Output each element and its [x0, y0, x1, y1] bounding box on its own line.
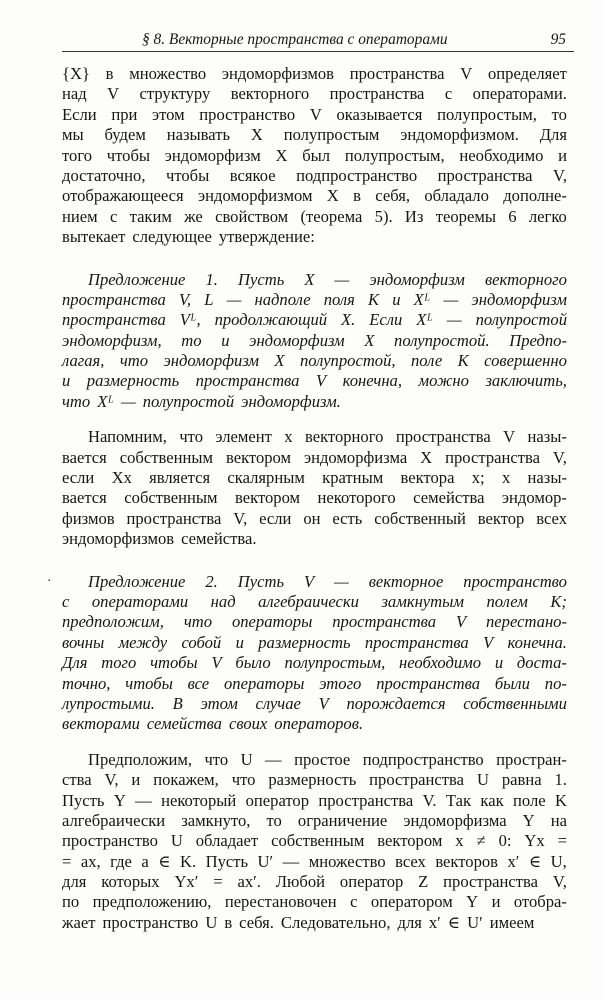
text-line: Пусть Y — некоторый оператор пространства V. Так как поле K: [62, 790, 567, 810]
text-line: Предложение 1. Пусть X — эндоморфизм векторного: [88, 269, 567, 289]
text-line: ства V, и покажем, что размерность пространства U равна 1.: [62, 770, 567, 790]
page-number: 95: [550, 31, 566, 48]
text-paragraph: [62, 750, 567, 934]
chapter-title: § 8. Векторные пространства с операторами: [142, 31, 448, 48]
page-body: [47, 64, 567, 933]
text-line: с операторами над алгебраически замкнутым полем K;: [62, 591, 567, 611]
text-paragraph: [62, 64, 567, 248]
text-line: пространство U обладает собственным вектором x ≠ 0: Yx =: [62, 831, 567, 851]
text-line: эндоморфизм, то и эндоморфизм X полупростой. Предпо-: [62, 330, 567, 350]
text-line: над V структуру векторного пространства с операторами.: [62, 84, 567, 104]
text-line: жает пространство U в себя. Следовательно, для x′ ∈ U′ имеем: [62, 912, 535, 932]
proposition-paragraph: [47, 571, 567, 735]
text-line: вытекает следующее утверждение:: [62, 227, 315, 247]
text-line: нием с таким же свойством (теорема 5). Из теоремы 6 легко: [62, 206, 567, 226]
text-line: эндоморфизмов семейства.: [62, 529, 257, 549]
text-line: = ax, где a ∈ K. Пусть U′ — множество всех векторов x′ ∈ U,: [62, 851, 567, 871]
text-line: вочны между собой и размерность пространства V конечна.: [62, 632, 567, 652]
text-line: лагая, что эндоморфизм X полупростой, поле K совершенно: [62, 351, 567, 371]
text-line: Предложение 2. Пусть V — векторное пространство: [88, 571, 567, 591]
text-line: вается собственным вектором некоторого семейства эндомор-: [62, 488, 567, 508]
text-line: Для того чтобы V было полупростым, необходимо и доста-: [62, 653, 567, 673]
text-line: Напомним, что элемент x векторного пространства V назы-: [88, 427, 567, 447]
margin-bullet: ·: [47, 573, 51, 589]
text-line: для которых Yx′ = ax′. Любой оператор Z пространства V,: [62, 872, 567, 892]
text-line: того чтобы эндоморфизм X был полупростым, необходимо и: [62, 145, 567, 165]
text-paragraph: [62, 427, 567, 549]
proposition-paragraph: [62, 270, 567, 413]
text-line: пространства V, L — надполе поля K и Xᴸ — эндоморфизм: [62, 289, 567, 309]
text-line: точно, чтобы все операторы этого пространства были по-: [62, 673, 567, 693]
text-line: физмов пространства V, если он есть собственный вектор всех: [62, 508, 567, 528]
text-line: Если при этом пространство V оказывается полупростым, то: [62, 104, 567, 124]
text-line: отображающееся эндоморфизмом X в себя, обладало дополне-: [62, 186, 567, 206]
text-line: мы будем называть X полупростым эндоморфизмом. Для: [62, 125, 567, 145]
text-line: Предположим, что U — простое подпространство простран-: [88, 749, 567, 769]
text-line: и размерность пространства V конечна, можно заключить,: [62, 371, 567, 391]
text-line: если Xx является скалярным кратным вектора x; x назы-: [62, 468, 567, 488]
text-line: алгебраически замкнуто, то ограничение эндоморфизма Y на: [62, 810, 567, 830]
text-line: пространства Vᴸ, продолжающий X. Если Xᴸ — полупростой: [62, 310, 567, 330]
text-line: {X} в множество эндоморфизмов пространства V определяет: [62, 64, 567, 83]
text-line: лупростыми. В этом случае V порождается собственными: [62, 693, 567, 713]
text-line: по предположению, перестановочен с оператором Y и отобра-: [62, 892, 567, 912]
text-line: векторами семейства своих операторов.: [62, 714, 364, 734]
text-line: достаточно, чтобы всякое подпространство пространства V,: [62, 165, 567, 185]
text-line: что Xᴸ — полупростой эндоморфизм.: [62, 391, 341, 411]
text-line: вается собственным вектором эндоморфизма X пространства V,: [62, 447, 567, 467]
running-header: [62, 29, 574, 52]
text-line: предположим, что операторы пространства V перестано-: [62, 612, 567, 632]
